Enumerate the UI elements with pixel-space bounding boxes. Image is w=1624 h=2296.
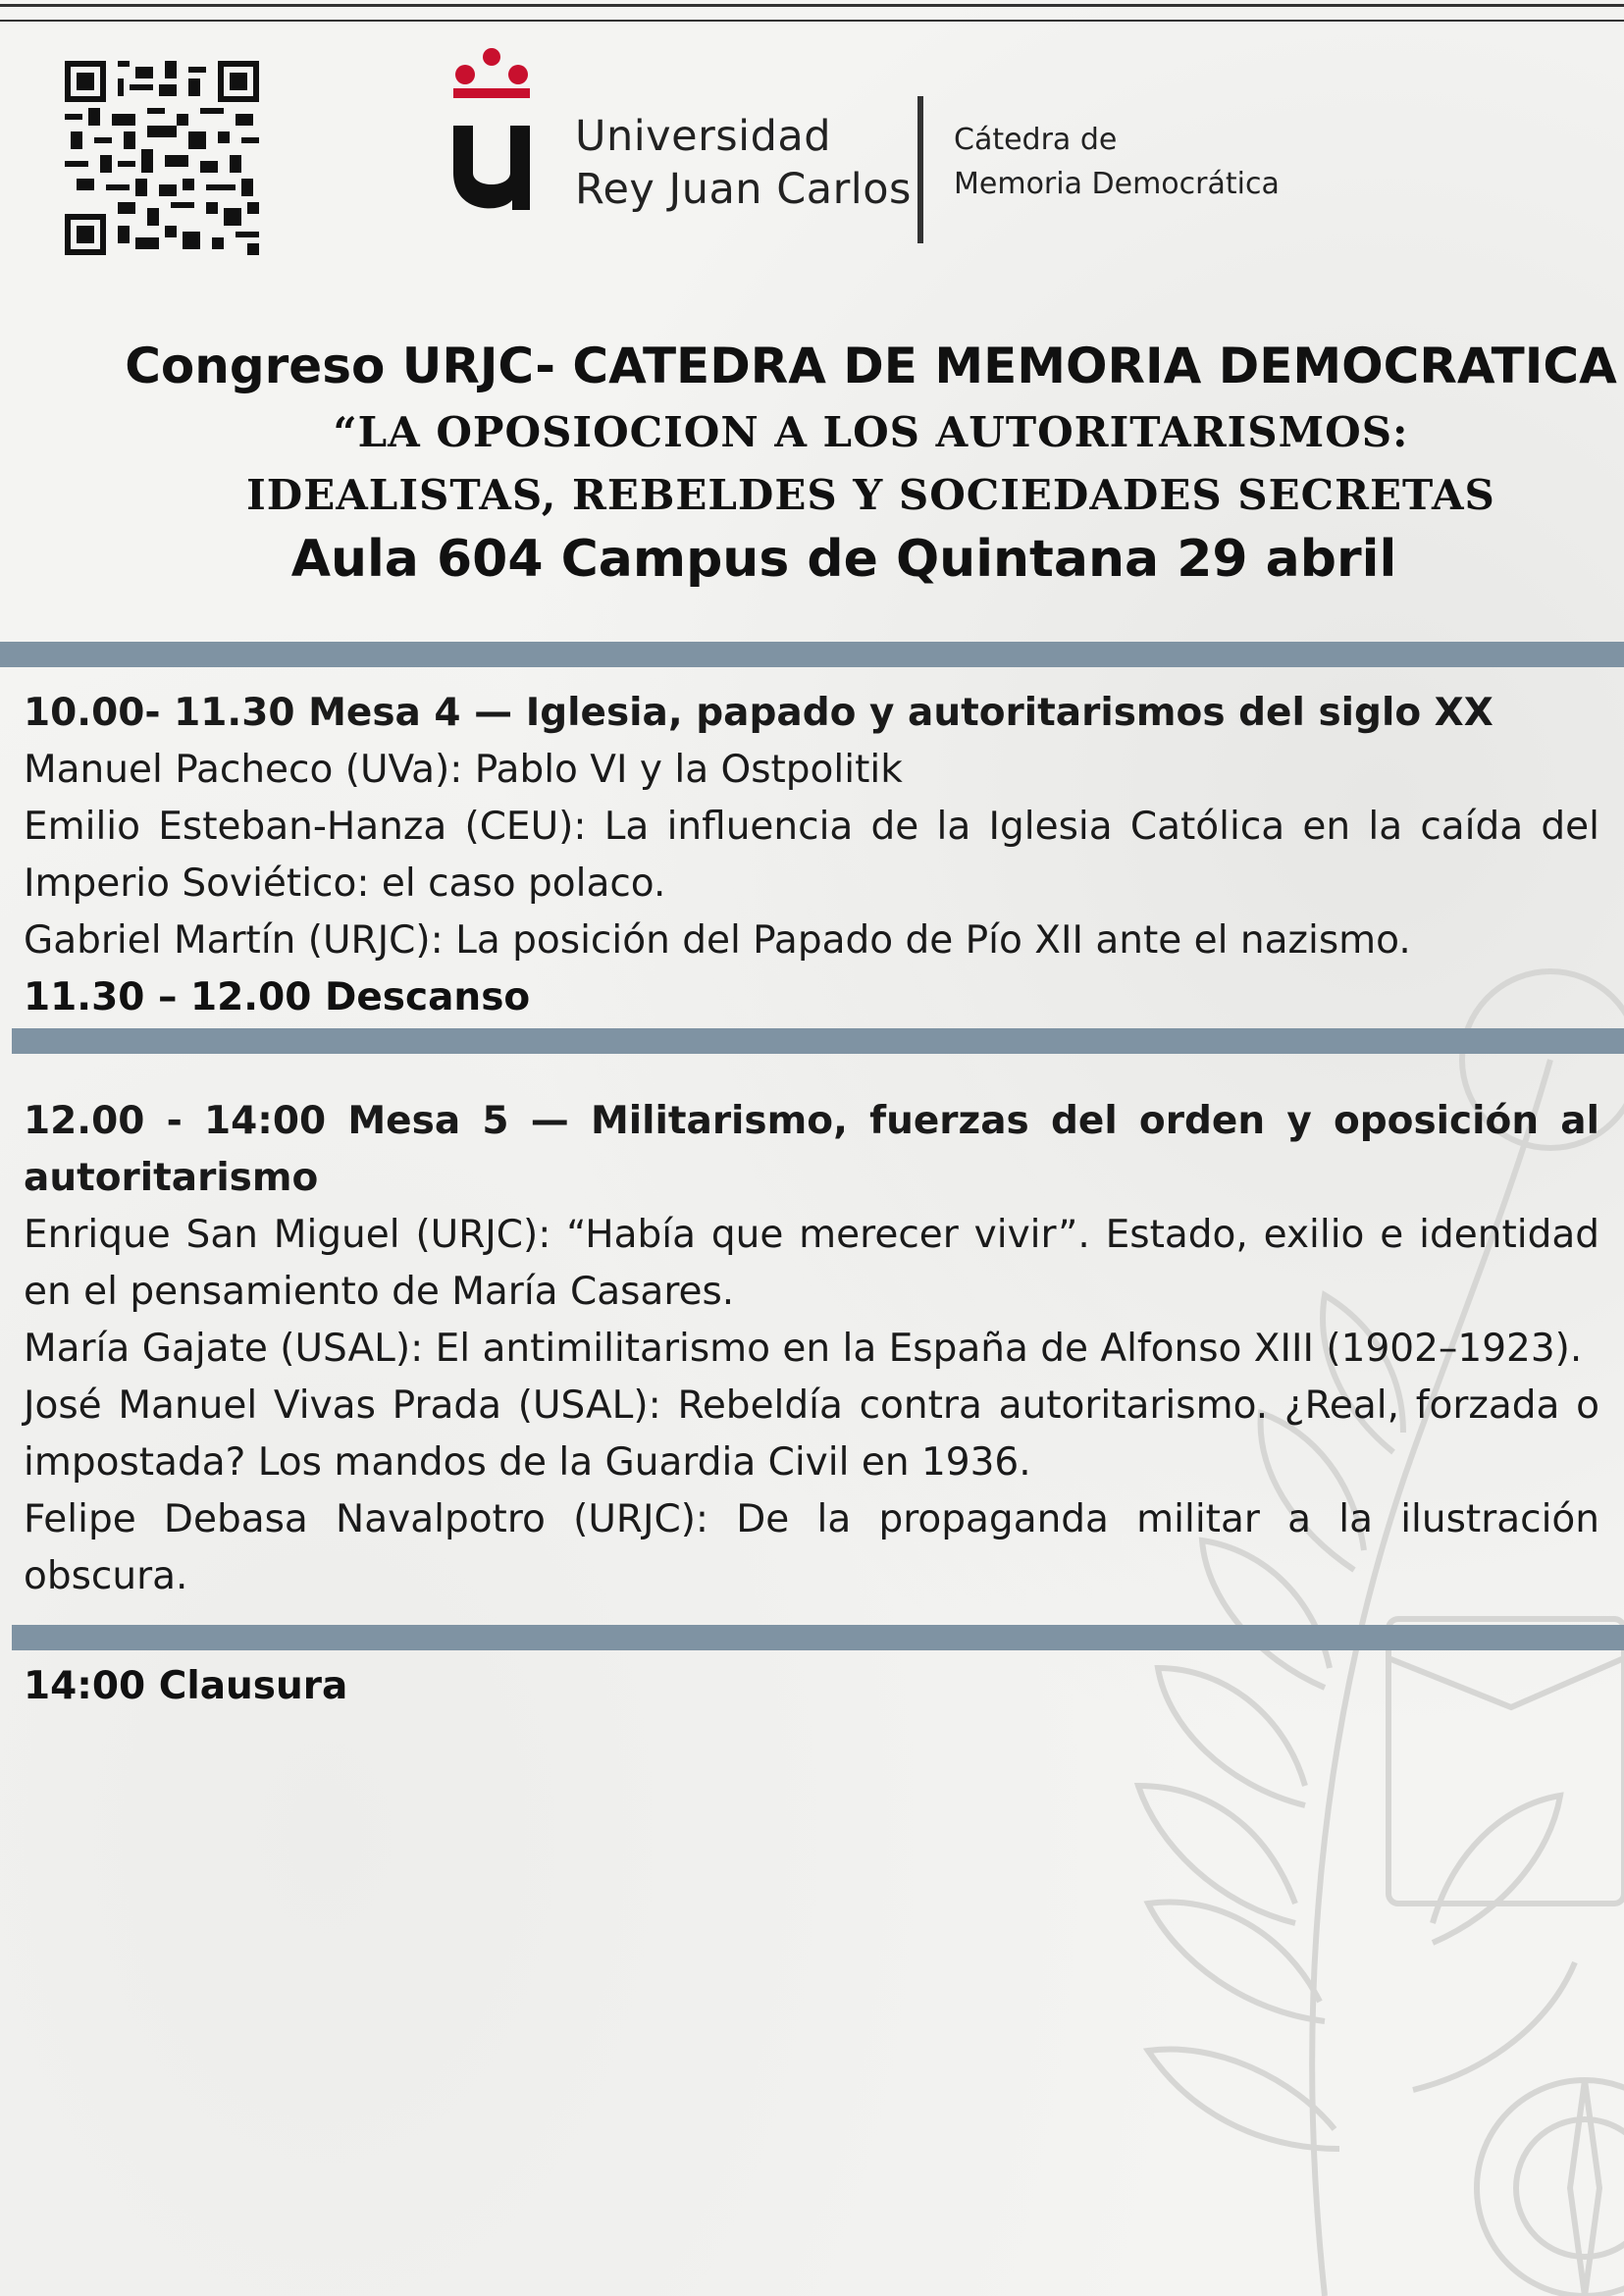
mesa-5-heading: 12.00 - 14:00 Mesa 5 — Militarismo, fuerzas del orden y oposición al autoritarismo xyxy=(24,1099,1599,1200)
catedra-line-2: Memoria Democrática xyxy=(954,167,1280,201)
congress-subtitle-line-2: IDEALISTAS, REBELDES Y SOCIEDADES SECRETAS xyxy=(246,471,1495,519)
talk-item: Manuel Pacheco (UVa): Pablo VI y la Ostpolitik xyxy=(24,748,903,792)
congress-subtitle-line-1: “LA OPOSIOCION A LOS AUTORITARISMOS: xyxy=(333,408,1409,456)
top-rule-thin xyxy=(0,20,1624,22)
catedra-name xyxy=(954,118,1280,206)
section-divider xyxy=(12,1625,1624,1650)
university-line-2: Rey Juan Carlos xyxy=(575,165,912,214)
top-rule xyxy=(0,4,1624,7)
section-divider xyxy=(0,642,1624,667)
talk-item: José Manuel Vivas Prada (USAL): Rebeldía contra autoritarismo. ¿Real, forzada o impostada? Los mandos de la Guardia Civil en 1936. xyxy=(24,1383,1599,1485)
talk-item: Gabriel Martín (URJC): La posición del Papado de Pío XII ante el nazismo. xyxy=(24,918,1411,963)
mesa-4-heading: 10.00- 11.30 Mesa 4 — Iglesia, papado y autoritarismos del siglo XX xyxy=(24,691,1493,735)
talk-item: Enrique San Miguel (URJC): “Había que merecer vivir”. Estado, exilio e identidad en el pensamiento de María Casares. xyxy=(24,1213,1599,1314)
catedra-line-1: Cátedra de xyxy=(954,123,1118,157)
venue-date: Aula 604 Campus de Quintana 29 abril xyxy=(290,530,1397,589)
congress-title: Congreso URJC- CATEDRA DE MEMORIA DEMOCRATICA xyxy=(125,338,1617,394)
logo-divider xyxy=(917,96,923,243)
section-divider xyxy=(12,1028,1624,1054)
break-heading: 11.30 – 12.00 Descanso xyxy=(24,975,531,1019)
talk-item: Felipe Debasa Navalpotro (URJC): De la propaganda militar a la ilustración obscura. xyxy=(24,1497,1599,1598)
talk-item: Emilio Esteban-Hanza (CEU): La influencia de la Iglesia Católica en la caída del Imperio Soviético: el caso polaco. xyxy=(24,805,1599,906)
closing-heading: 14:00 Clausura xyxy=(24,1664,348,1708)
urjc-logo-icon xyxy=(449,45,534,214)
talk-item: María Gajate (USAL): El antimilitarismo en la España de Alfonso XIII (1902–1923). xyxy=(24,1327,1583,1371)
mesa-4-section xyxy=(24,685,1599,969)
qr-code-icon xyxy=(65,61,259,255)
university-name xyxy=(575,110,912,216)
mesa-5-section xyxy=(24,1093,1599,1605)
university-line-1: Universidad xyxy=(575,112,832,161)
